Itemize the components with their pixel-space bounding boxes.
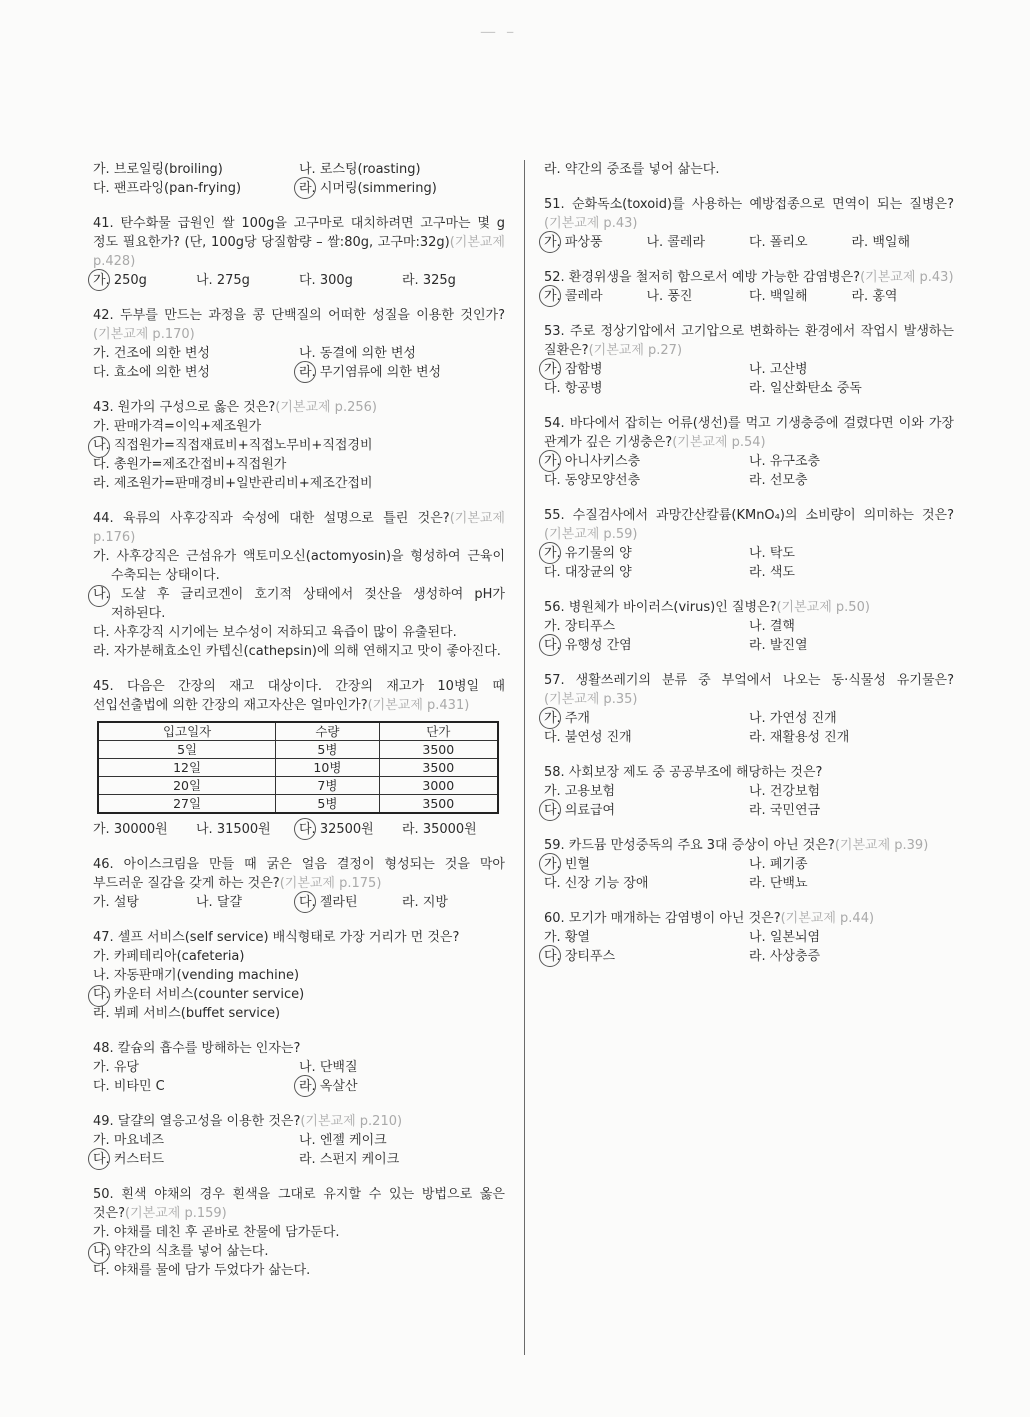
question-43 [93, 398, 505, 493]
table-cell: 27일 [98, 795, 276, 814]
table-header-row [98, 722, 498, 741]
option: 나. 동결에 의한 변성 [299, 346, 416, 361]
textbook-ref: (기본교제 p.27) [588, 343, 683, 358]
option: 다. 사후강직 시기에는 보수성이 저하되고 육즙이 많이 유출된다. [93, 625, 457, 640]
table-cell: 3000 [379, 777, 498, 795]
question-44 [93, 509, 505, 661]
option: 나. 콜레라 [646, 235, 705, 250]
option: 다. 대장균의 양 [544, 565, 632, 580]
right-column [544, 160, 954, 982]
circled-answer: 나. 도살 후 글리코겐이 호기적 상태에서 젖산을 생성하여 pH가 저하된다. [93, 587, 505, 621]
question-40-options [93, 160, 505, 198]
option: 가. 카페테리아(cafeteria) [93, 949, 245, 964]
question-stem: 59. 카드뮴 만성중독의 주요 3대 증상이 아닌 것은? [544, 838, 835, 853]
header-price: 단가 [379, 722, 498, 741]
question-52 [544, 268, 954, 306]
option: 라. 35000원 [402, 822, 477, 837]
question-stem: 50. 흰색 야채의 경우 흰색을 그대로 유지할 수 있는 방법으로 옳은 것은? [93, 1187, 505, 1221]
option: 다. 동양모양선충 [544, 473, 641, 488]
circled-answer: 가. 주개 [544, 709, 749, 728]
option: 다. 300g [299, 273, 353, 288]
option: 가. 고용보험 [544, 784, 616, 799]
option: 나. 탁도 [749, 546, 795, 561]
option: 가. 장티푸스 [544, 619, 616, 634]
circled-answer: 가. 빈혈 [544, 855, 749, 874]
table-cell: 7병 [276, 777, 379, 795]
question-stem: 52. 환경위생을 철저히 함으로서 예방 가능한 감염병은? [544, 270, 861, 285]
header-date: 입고일자 [98, 722, 276, 741]
question-stem: 43. 원가의 구성으로 옳은 것은? [93, 400, 276, 415]
textbook-ref: (기본교제 p.35) [544, 692, 638, 707]
circled-answer: 가. 250g [93, 271, 196, 290]
question-55 [544, 506, 954, 582]
question-60 [544, 909, 954, 966]
option: 다. 야채를 물에 담가 두었다가 삶는다. [93, 1263, 311, 1278]
option: 다. 불연성 진개 [544, 730, 632, 745]
option: 라. 백일해 [851, 235, 910, 250]
question-48 [93, 1039, 505, 1096]
table-row [98, 777, 498, 795]
question-58 [544, 763, 954, 820]
option: 다. 항공병 [544, 381, 603, 396]
option: 나. 31500원 [196, 822, 271, 837]
option: 라. 선모충 [749, 473, 808, 488]
option: 가. 야채를 데친 후 곧바로 찬물에 담가둔다. [93, 1225, 340, 1240]
circled-answer: 다. 32500원 [299, 820, 402, 839]
option: 라. 약간의 중조를 넣어 삶는다. [544, 162, 720, 177]
option: 라. 국민연금 [749, 803, 821, 818]
question-stem: 56. 병원체가 바이러스(virus)인 질병은? [544, 600, 777, 615]
option: 가. 30000원 [93, 822, 168, 837]
option: 나. 자동판매기(vending machine) [93, 968, 300, 983]
table-cell: 3500 [379, 741, 498, 759]
circled-answer: 나. 약간의 식초를 넣어 삶는다. [93, 1244, 269, 1259]
question-stem: 55. 수질검사에서 과망간산칼륨(KMnO₄)의 소비량이 의미하는 것은? [544, 508, 954, 523]
option: 라. 스펀지 케이크 [299, 1152, 400, 1167]
option: 다. 효소에 의한 변성 [93, 365, 210, 380]
question-51 [544, 195, 954, 252]
circled-answer: 가. 파상풍 [544, 233, 647, 252]
table-cell: 10병 [276, 759, 379, 777]
option: 가. 판매가격=이익+제조원가 [93, 419, 262, 434]
option: 나. 일본뇌염 [749, 930, 821, 945]
option: 라. 발진열 [749, 638, 808, 653]
option: 가. 황열 [544, 930, 590, 945]
question-stem: 51. 순화독소(toxoid)를 사용하는 예방접종으로 면역이 되는 질병은? [544, 197, 954, 212]
question-stem: 46. 아이스크림을 만들 때 굵은 얼음 결정이 형성되는 것을 막아 부드러운 질감을 갖게 하는 것은? [93, 857, 505, 891]
column-divider [524, 160, 525, 1355]
textbook-ref: (기본교제 p.43) [544, 216, 638, 231]
option: 나. 결핵 [749, 619, 795, 634]
circled-answer: 라. 시머링(simmering) [299, 179, 505, 198]
option: 라. 325g [402, 273, 456, 288]
circled-answer: 다. 커스터드 [93, 1150, 299, 1169]
option: 나. 풍진 [646, 289, 693, 304]
left-column [93, 160, 505, 1296]
option: 다. 폴리오 [749, 235, 808, 250]
header-qty: 수량 [276, 722, 379, 741]
option: 가. 사후강직은 근섬유가 액토미오신(actomyosin)을 형성하여 근육이 수축되는 상태이다. [93, 549, 505, 583]
option: 라. 일산화탄소 중독 [749, 381, 862, 396]
circled-answer: 가. 아니사키스충 [544, 452, 749, 471]
option: 다. 백일해 [749, 289, 808, 304]
textbook-ref: (기본교제 p.54) [672, 435, 766, 450]
option: 나. 로스팅(roasting) [299, 162, 421, 177]
textbook-ref: (기본교제 p.170) [93, 327, 195, 342]
circled-answer: 나. 직접원가=직접재료비+직접노무비+직접경비 [93, 438, 373, 453]
textbook-ref: (기본교제 p.50) [776, 600, 870, 615]
question-stem: 54. 바다에서 잡히는 어류(생선)를 먹고 기생충증에 걸렸다면 이와 가장 관계가 깊은 기생충은? [544, 416, 954, 450]
textbook-ref: (기본교제 p.59) [544, 527, 638, 542]
table-row [98, 759, 498, 777]
question-stem: 49. 달걀의 열응고성을 이용한 것은? [93, 1114, 301, 1129]
table-cell: 3500 [379, 759, 498, 777]
circled-answer: 다. 유행성 간염 [544, 636, 749, 655]
option: 가. 마요네즈 [93, 1133, 165, 1148]
question-stem: 42. 두부를 만드는 과정을 콩 단백질의 어떠한 성질을 이용한 것인가? [93, 308, 505, 323]
table-row [98, 795, 498, 814]
question-stem: 44. 육류의 사후강직과 숙성에 대한 설명으로 틀린 것은? [93, 511, 450, 526]
question-49 [93, 1112, 505, 1169]
textbook-ref: (기본교제 p.428) [93, 235, 505, 269]
option: 라. 홍역 [851, 289, 898, 304]
circled-answer: 가. 유기물의 양 [544, 544, 749, 563]
table-cell: 5일 [98, 741, 276, 759]
option: 다. 신장 기능 장애 [544, 876, 649, 891]
table-cell: 5병 [276, 795, 379, 814]
option: 나. 고산병 [749, 362, 808, 377]
table-cell: 20일 [98, 777, 276, 795]
question-stem: 53. 주로 정상기압에서 고기압으로 변화하는 환경에서 작업시 발생하는 질환은? [544, 324, 954, 358]
table-cell: 12일 [98, 759, 276, 777]
question-56 [544, 598, 954, 655]
option: 라. 단백뇨 [749, 876, 808, 891]
question-stem: 57. 생활쓰레기의 분류 중 부엌에서 나오는 동·식물성 유기물은? [544, 673, 954, 688]
textbook-ref: (기본교제 p.431) [367, 698, 470, 713]
option: 나. 275g [196, 273, 250, 288]
option: 나. 단백질 [299, 1060, 358, 1075]
circled-answer: 다. 카운터 서비스(counter service) [93, 987, 305, 1002]
circled-answer: 라. 옥살산 [299, 1077, 505, 1096]
question-54 [544, 414, 954, 490]
question-57 [544, 671, 954, 747]
question-41 [93, 214, 505, 290]
table-row [98, 741, 498, 759]
option: 가. 브로일링(broiling) [93, 162, 223, 177]
question-stem: 45. 다음은 간장의 재고 대상이다. 간장의 재고가 10병일 때 선입선출법에 의한 간장의 재고자산은 얼마인가? [93, 679, 505, 713]
option: 라. 재활용성 진개 [749, 730, 850, 745]
question-59 [544, 836, 954, 893]
option: 나. 가연성 진개 [749, 711, 837, 726]
textbook-ref: (기본교제 p.210) [300, 1114, 403, 1129]
option: 나. 엔젤 케이크 [299, 1133, 387, 1148]
question-stem: 60. 모기가 매개하는 감염병이 아닌 것은? [544, 911, 781, 926]
textbook-ref: (기본교제 p.159) [125, 1206, 227, 1221]
textbook-ref: (기본교제 p.256) [275, 400, 377, 415]
table-cell: 5병 [276, 741, 379, 759]
question-stem: 41. 탄수화물 급원인 쌀 100g을 고구마로 대치하려면 고구마는 몇 g 정도 필요한가? (단, 100g당 당질함량 – 쌀:80g, 고구마:32g) [93, 216, 505, 250]
option: 라. 색도 [749, 565, 795, 580]
option: 나. 건강보험 [749, 784, 821, 799]
circled-answer: 다. 젤라틴 [299, 893, 402, 912]
question-stem: 48. 칼슘의 흡수를 방해하는 인자는? [93, 1041, 301, 1056]
option: 라. 자가분해효소인 카텝신(cathepsin)에 의해 연해지고 맛이 좋아진다. [93, 644, 501, 659]
option: 나. 폐기종 [749, 857, 808, 872]
option: 나. 달걀 [196, 895, 242, 910]
question-50 [93, 1185, 505, 1280]
textbook-ref: (기본교제 p.39) [834, 838, 929, 853]
question-50-continued [544, 160, 954, 179]
option: 가. 유당 [93, 1060, 139, 1075]
circled-answer: 가. 콜레라 [544, 287, 647, 306]
question-45 [93, 677, 505, 839]
table-cell: 3500 [379, 795, 498, 814]
question-stem: 58. 사회보장 제도 중 공공부조에 해당하는 것은? [544, 765, 823, 780]
question-42 [93, 306, 505, 382]
option: 가. 건조에 의한 변성 [93, 346, 210, 361]
circled-answer: 다. 의료급여 [544, 801, 749, 820]
textbook-ref: (기본교제 p.176) [93, 511, 505, 545]
option: 라. 지방 [402, 895, 448, 910]
textbook-ref: (기본교제 p.44) [780, 911, 875, 926]
option: 다. 비타민 C [93, 1079, 165, 1094]
option: 다. 총원가=제조간접비+직접원가 [93, 457, 287, 472]
question-53 [544, 322, 954, 398]
scan-mark: — – [480, 22, 515, 41]
option: 가. 설탕 [93, 895, 139, 910]
textbook-ref: (기본교제 p.175) [279, 876, 382, 891]
option: 라. 사상충증 [749, 949, 821, 964]
question-stem: 47. 셀프 서비스(self service) 배식형태로 가장 거리가 먼 것은? [93, 930, 460, 945]
circled-answer: 다. 장티푸스 [544, 947, 749, 966]
inventory-table [97, 721, 499, 814]
circled-answer: 라. 무기염류에 의한 변성 [299, 363, 505, 382]
textbook-ref: (기본교제 p.43) [860, 270, 954, 285]
option: 라. 제조원가=판매경비+일반관리비+제조간접비 [93, 476, 373, 491]
circled-answer: 가. 잠함병 [544, 360, 749, 379]
option: 다. 팬프라잉(pan-frying) [93, 181, 242, 196]
question-46 [93, 855, 505, 912]
option: 라. 뷔페 서비스(buffet service) [93, 1006, 281, 1021]
option: 나. 유구조충 [749, 454, 821, 469]
question-47 [93, 928, 505, 1023]
